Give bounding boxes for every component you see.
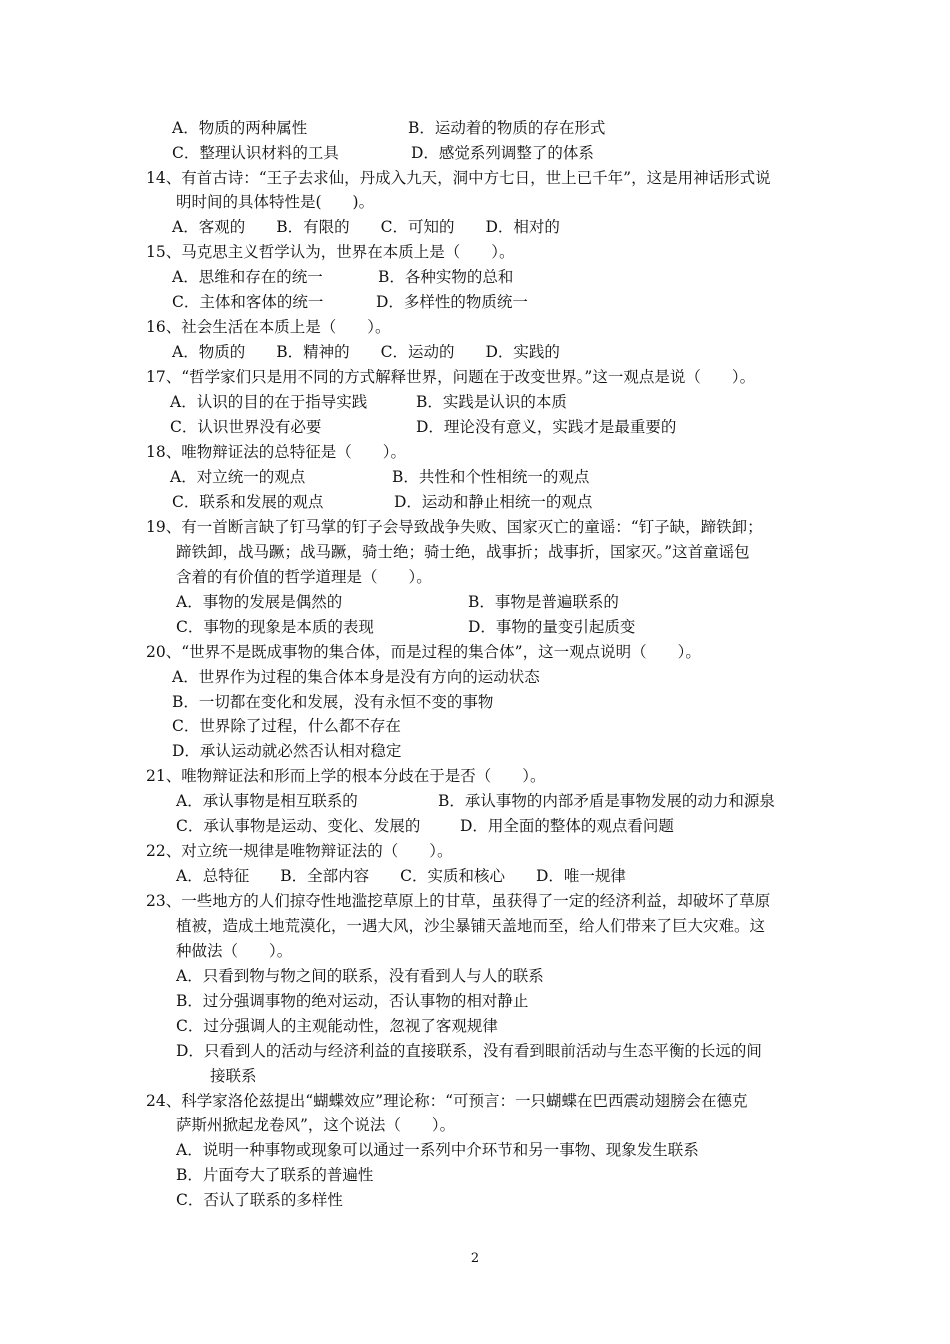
question-text: 明时间的具体特性是( )。: [176, 193, 375, 211]
option-line: B．承认事物的内部矛盾是事物发展的动力和源泉: [438, 792, 775, 810]
question-text: 萨斯州掀起龙卷风”，这个说法（ ）。: [176, 1116, 456, 1134]
option-line: D．运动和静止相统一的观点: [394, 493, 593, 511]
question-17: 17、“哲学家们只是用不同的方式解释世界，问题在于改变世界。”这一观点是说（ ）。: [146, 368, 756, 386]
option-line: A．总特征 B．全部内容 C．实质和核心 D．唯一规律: [176, 867, 626, 885]
option-line: C．主体和客体的统一: [172, 293, 324, 311]
option-line: C．事物的现象是本质的表现: [176, 618, 374, 636]
option-line: C．过分强调人的主观能动性，忽视了客观规律: [176, 1017, 498, 1035]
option-line: A．对立统一的观点: [170, 468, 306, 486]
question-18: 18、唯物辩证法的总特征是（ ）。: [146, 443, 406, 461]
question-23: 23、一些地方的人们掠夺性地滥挖草原上的甘草，虽获得了一定的经济利益，却破坏了草原: [146, 892, 771, 910]
option-line-continued: 接联系: [210, 1067, 257, 1085]
question-15: 15、马克思主义哲学认为，世界在本质上是（ ）。: [146, 243, 515, 261]
option-line: A．认识的目的在于指导实践: [170, 393, 368, 411]
option-line: C．联系和发展的观点: [172, 493, 324, 511]
option-line: D．感觉系列调整了的体系: [411, 144, 594, 162]
question-16: 16、社会生活在本质上是（ ）。: [146, 318, 391, 336]
question-22: 22、对立统一规律是唯物辩证法的（ ）。: [146, 842, 453, 860]
option-line: C．整理认识材料的工具: [172, 144, 339, 162]
page-number: 2: [470, 1251, 480, 1266]
option-line: B．一切都在变化和发展，没有永恒不变的事物: [172, 693, 494, 711]
option-line: B．各种实物的总和: [378, 268, 514, 286]
option-line: A．物质的 B．精神的 C．运动的 D．实践的: [172, 343, 560, 361]
option-line: B．事物是普遍联系的: [468, 593, 619, 611]
option-line: C．否认了联系的多样性: [176, 1191, 343, 1209]
question-14: 14、有首古诗：“王子去求仙，丹成入九天，洞中方七日，世上已千年”，这是用神话形式说: [146, 169, 771, 187]
option-line: B．片面夸大了联系的普遍性: [176, 1166, 374, 1184]
option-line: C．认识世界没有必要: [170, 418, 322, 436]
option-line: A．思维和存在的统一: [172, 268, 323, 286]
option-line: A．事物的发展是偶然的: [176, 593, 343, 611]
question-21: 21、唯物辩证法和形而上学的根本分歧在于是否（ ）。: [146, 767, 546, 785]
question-24: 24、科学家洛伦兹提出“蝴蝶效应”理论称：“可预言：一只蝴蝶在巴西震动翅膀会在德克: [146, 1092, 748, 1110]
option-line: D．事物的量变引起质变: [468, 618, 636, 636]
question-19: 19、有一首断言缺了钉马掌的钉子会导致战争失败、国家灭亡的童谣：“钉子缺，蹄铁卸；: [146, 518, 763, 536]
option-line: A．承认事物是相互联系的: [176, 792, 358, 810]
question-text: 含着的有价值的哲学道理是（ ）。: [176, 568, 432, 586]
option-line: D．用全面的整体的观点看问题: [460, 817, 674, 835]
option-line: C．世界除了过程，什么都不存在: [172, 717, 401, 735]
option-line: A．客观的 B．有限的 C．可知的 D．相对的: [172, 218, 560, 236]
option-line: B．过分强调事物的绝对运动，否认事物的相对静止: [176, 992, 529, 1010]
question-text: 种做法（ ）。: [176, 942, 293, 960]
option-line: D．只看到人的活动与经济利益的直接联系，没有看到眼前活动与生态平衡的长远的间: [176, 1042, 762, 1060]
option-line: D．承认运动就必然否认相对稳定: [172, 742, 402, 760]
question-20: 20、“世界不是既成事物的集合体，而是过程的集合体”，这一观点说明（ ）。: [146, 643, 701, 661]
option-line: B．实践是认识的本质: [416, 393, 567, 411]
option-line: D．理论没有意义，实践才是最重要的: [416, 418, 677, 436]
option-line: C．承认事物是运动、变化、发展的: [176, 817, 421, 835]
option-line: A．说明一种事物或现象可以通过一系列中介环节和另一事物、现象发生联系: [176, 1141, 699, 1159]
option-line: A．世界作为过程的集合体本身是没有方向的运动状态: [172, 668, 540, 686]
question-text: 蹄铁卸，战马蹶；战马蹶，骑士绝；骑士绝，战事折；战事折，国家灭。”这首童谣包: [176, 543, 750, 561]
option-line: B．共性和个性相统一的观点: [392, 468, 590, 486]
option-line: D．多样性的物质统一: [376, 293, 528, 311]
question-text: 植被，造成土地荒漠化，一遇大风，沙尘暴铺天盖地而至，给人们带来了巨大灾难。这: [176, 917, 766, 935]
option-line: B．运动着的物质的存在形式: [408, 119, 606, 137]
option-line: A．物质的两种属性: [172, 119, 308, 137]
option-line: A．只看到物与物之间的联系，没有看到人与人的联系: [176, 967, 544, 985]
